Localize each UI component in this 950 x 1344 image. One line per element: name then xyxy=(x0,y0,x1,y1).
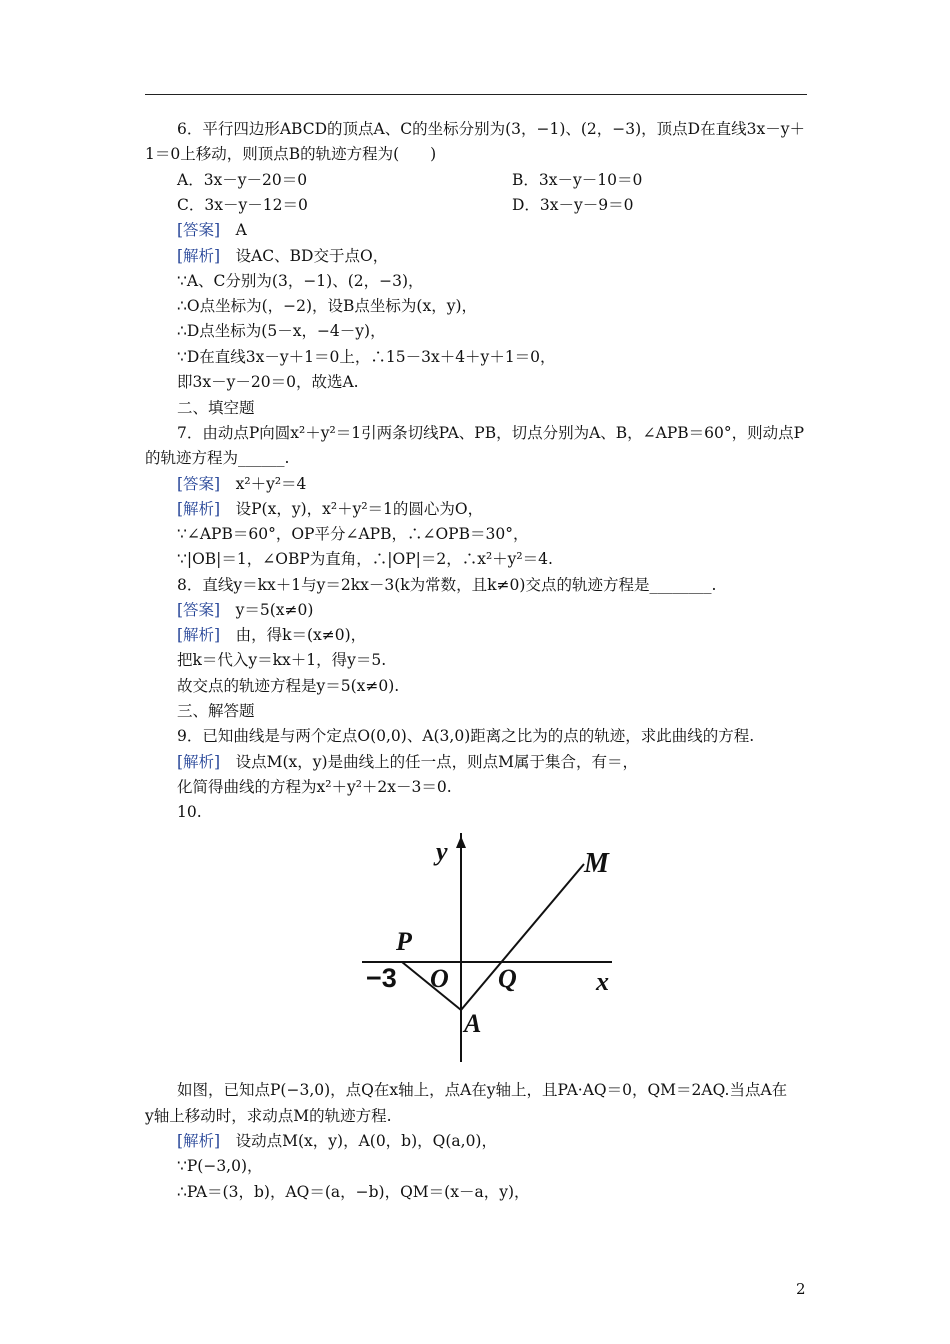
answer-tag: [答案] xyxy=(177,221,221,239)
q9-line1: 9．已知曲线是与两个定点O(0,0)、A(3,0)距离之比为的点的轨迹，求此曲线的方程. xyxy=(177,727,755,745)
ray-am xyxy=(461,864,584,1010)
q6-option-d: D．3x－y－9＝0 xyxy=(512,196,634,214)
section-heading-solve: 三、解答题 xyxy=(177,702,255,720)
label-y: y xyxy=(436,837,448,866)
q7-line2: 的轨迹方程为______. xyxy=(145,449,290,467)
section-heading-fill: 二、填空题 xyxy=(177,399,255,417)
q10-line2: y轴上移动时，求动点M的轨迹方程. xyxy=(145,1107,392,1125)
q6-step: ∴O点坐标为(，−2)，设B点坐标为(x，y)， xyxy=(177,297,477,315)
label-o: O xyxy=(430,964,449,993)
q6-option-c: C．3x－y－12＝0 xyxy=(177,196,308,214)
q8-line1: 8．直线y＝kx＋1与y＝2kx－3(k为常数，且k≠0)交点的轨迹方程是________. xyxy=(177,576,717,594)
q6-step: ∴D点坐标为(5－x，−4－y)， xyxy=(177,322,386,340)
q7-line1: 7．由动点P向圆x²＋y²＝1引两条切线PA、PB，切点分别为A、B，∠APB＝60°，则动点P xyxy=(177,424,805,442)
q7-step: ∵|OB|＝1，∠OBP为直角，∴|OP|＝2，∴x²＋y²＝4. xyxy=(177,550,553,568)
q6-answer xyxy=(177,220,247,240)
q10-line1: 如图，已知点P(−3,0)，点Q在x轴上，点A在y轴上，且PA·AQ＝0，QM＝2AQ.当点A在 xyxy=(177,1081,788,1099)
label-a: A xyxy=(464,1009,482,1038)
label-minus3: −3 xyxy=(366,963,397,993)
analysis-text: 设点M(x，y)是曲线上的任一点，则点M属于集合，有＝， xyxy=(220,753,638,771)
q9-analysis xyxy=(177,752,638,772)
q8-answer xyxy=(177,600,313,620)
q6-line1: 6．平行四边形ABCD的顶点A、C的坐标分别为(3，−1)、(2，−3)，顶点D在直线3x－y＋ xyxy=(177,120,805,138)
answer-tag: [答案] xyxy=(177,475,221,493)
q8-step: 故交点的轨迹方程是y＝5(x≠0). xyxy=(177,677,400,695)
page-number: 2 xyxy=(796,1280,806,1298)
q10-figure xyxy=(352,832,627,1067)
q7-analysis xyxy=(177,499,483,519)
answer-text: x²＋y²＝4 xyxy=(220,475,307,493)
q6-step: ∵D在直线3x－y＋1＝0上，∴15－3x＋4＋y＋1＝0， xyxy=(177,348,556,366)
q6-option-b: B．3x－y－10＝0 xyxy=(512,171,643,189)
analysis-text: 设AC、BD交于点O， xyxy=(220,247,389,265)
label-x: x xyxy=(596,967,609,996)
q9-step: 化简得曲线的方程为x²＋y²＋2x－3＝0. xyxy=(177,778,452,796)
answer-tag: [答案] xyxy=(177,601,221,619)
analysis-text: 设动点M(x，y)，A(0，b)，Q(a,0)， xyxy=(220,1132,497,1150)
q8-analysis xyxy=(177,625,366,645)
y-axis-arrowhead xyxy=(456,836,466,848)
q10-step: ∴PA＝(3，b)，AQ＝(a，−b)，QM＝(x－a，y)， xyxy=(177,1183,530,1201)
q7-answer xyxy=(177,474,306,494)
label-m: M xyxy=(584,848,609,879)
analysis-tag: [解析] xyxy=(177,500,221,518)
q6-analysis xyxy=(177,246,388,266)
header-rule xyxy=(145,94,807,95)
q7-step: ∵∠APB＝60°，OP平分∠APB，∴∠OPB＝30°， xyxy=(177,525,529,543)
q6-option-a: A．3x－y－20＝0 xyxy=(177,171,308,189)
q10-analysis xyxy=(177,1131,497,1151)
q6-step: 即3x－y－20＝0，故选A. xyxy=(177,373,359,391)
q6-step: ∵A、C分别为(3，−1)、(2，−3)， xyxy=(177,272,424,290)
answer-text: y＝5(x≠0) xyxy=(220,601,314,619)
label-p: P xyxy=(396,927,412,956)
label-q: Q xyxy=(498,964,517,993)
analysis-tag: [解析] xyxy=(177,753,221,771)
q10-step: ∵P(−3,0)， xyxy=(177,1157,263,1175)
q6-line2: 1＝0上移动，则顶点B的轨迹方程为( ) xyxy=(145,145,437,163)
q10-number: 10. xyxy=(177,803,202,821)
analysis-tag: [解析] xyxy=(177,1132,221,1150)
analysis-tag: [解析] xyxy=(177,626,221,644)
q8-step: 把k＝代入y＝kx＋1，得y＝5. xyxy=(177,651,387,669)
analysis-text: 由，得k＝(x≠0)， xyxy=(220,626,367,644)
analysis-tag: [解析] xyxy=(177,247,221,265)
answer-text: A xyxy=(220,221,247,239)
analysis-text: 设P(x，y)，x²＋y²＝1的圆心为O， xyxy=(220,500,484,518)
